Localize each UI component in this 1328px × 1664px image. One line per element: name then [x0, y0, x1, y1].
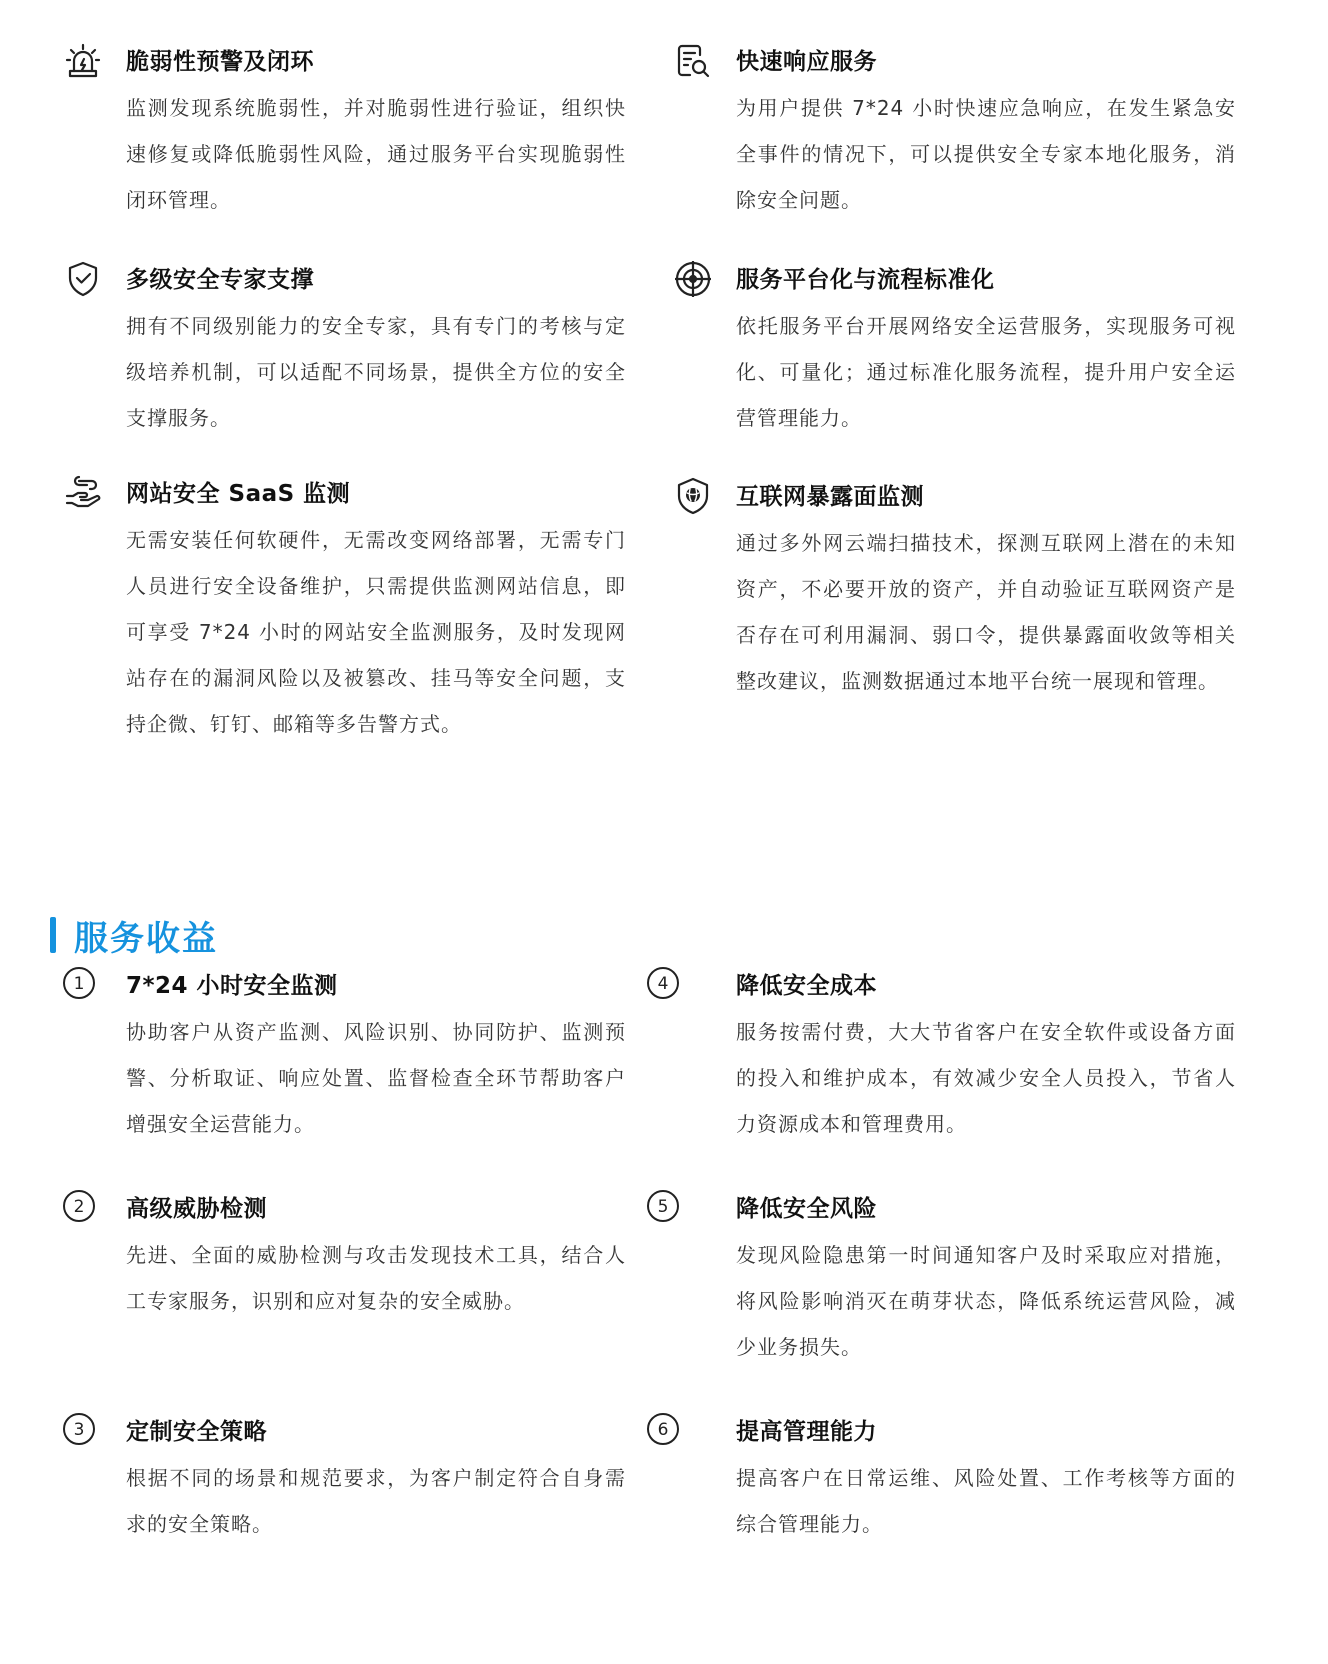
feature-text: 监测发现系统脆弱性，并对脆弱性进行验证，组织快速修复或降低脆弱性风险，通过服务平台实现脆弱性闭环管理。 [126, 96, 626, 212]
benefit-risk [657, 1193, 1236, 1370]
benefit-monitoring [73, 970, 626, 1147]
feature-title: 服务平台化与流程标准化 [736, 267, 995, 293]
benefit-title: 降低安全成本 [736, 973, 877, 999]
number-5-icon [646, 1189, 680, 1223]
section-title-text: 服务收益 [74, 918, 218, 959]
benefit-title: 提高管理能力 [736, 1419, 877, 1445]
benefit-text: 协助客户从资产监测、风险识别、协同防护、监测预警、分析取证、响应处置、监督检查全环节帮助客户增强安全运营能力。 [126, 1020, 626, 1136]
feature-title: 网站安全 SaaS 监测 [126, 481, 351, 507]
benefit-threat [73, 1193, 626, 1324]
feature-title: 互联网暴露面监测 [736, 484, 924, 510]
shield-check-icon [62, 258, 104, 300]
benefit-cost [657, 970, 1236, 1147]
feature-text: 依托服务平台开展网络安全运营服务，实现服务可视化、可量化；通过标准化服务流程，提升用户安全运营管理能力。 [736, 314, 1236, 430]
shield-globe-icon [672, 475, 714, 517]
benefit-text: 先进、全面的威胁检测与攻击发现技术工具，结合人工专家服务，识别和应对复杂的安全威胁。 [126, 1243, 626, 1313]
number-1-icon [62, 966, 96, 1000]
benefit-text: 发现风险隐患第一时间通知客户及时采取应对措施，将风险影响消灭在萌芽状态，降低系统运营风险，减少业务损失。 [736, 1243, 1236, 1359]
benefit-management [657, 1416, 1236, 1547]
feature-exposure [736, 481, 1236, 704]
feature-title: 多级安全专家支撑 [126, 267, 314, 293]
number-label: 6 [657, 1420, 669, 1440]
benefit-title: 定制安全策略 [126, 1419, 267, 1445]
feature-title: 脆弱性预警及闭环 [126, 49, 314, 75]
feature-text: 为用户提供 7*24 小时快速应急响应，在发生紧急安全事件的情况下，可以提供安全专家本地化服务，消除安全问题。 [736, 96, 1236, 212]
feature-text: 拥有不同级别能力的安全专家，具有专门的考核与定级培养机制，可以适配不同场景，提供全方位的安全支撑服务。 [126, 314, 626, 430]
benefit-strategy [73, 1416, 626, 1547]
number-6-icon [646, 1412, 680, 1446]
feature-experts [126, 264, 626, 441]
number-2-icon [62, 1189, 96, 1223]
benefit-title: 高级威胁检测 [126, 1196, 267, 1222]
target-icon [672, 258, 714, 300]
number-4-icon [646, 966, 680, 1000]
number-label: 4 [657, 974, 669, 994]
number-label: 1 [73, 974, 85, 994]
benefit-text: 服务按需付费，大大节省客户在安全软件或设备方面的投入和维护成本，有效减少安全人员投入，节省人力资源成本和管理费用。 [736, 1020, 1236, 1136]
feature-text: 通过多外网云端扫描技术，探测互联网上潜在的未知资产，不必要开放的资产，并自动验证互联网资产是否存在可利用漏洞、弱口令，提供暴露面收敛等相关整改建议，监测数据通过本地平台统一展现和管理。 [736, 531, 1236, 693]
document-search-icon [672, 40, 714, 82]
hand-service-icon [62, 472, 104, 514]
alarm-icon [62, 40, 104, 82]
feature-text: 无需安装任何软硬件，无需改变网络部署，无需专门人员进行安全设备维护，只需提供监测网站信息，即可享受 7*24 小时的网站安全监测服务，及时发现网站存在的漏洞风险以及被篡改、挂马等安全问题，支持企微、钉钉、邮箱等多告警方式。 [126, 528, 626, 736]
benefit-title: 7*24 小时安全监测 [126, 973, 338, 999]
benefit-title: 降低安全风险 [736, 1196, 877, 1222]
number-label: 3 [73, 1420, 85, 1440]
feature-rapid-response [736, 46, 1236, 223]
feature-platform [736, 264, 1236, 441]
feature-title: 快速响应服务 [736, 49, 877, 75]
benefit-text: 提高客户在日常运维、风险处置、工作考核等方面的综合管理能力。 [736, 1466, 1236, 1536]
feature-vulnerability [126, 46, 626, 223]
section-title [50, 915, 218, 959]
number-label: 5 [657, 1197, 669, 1217]
number-label: 2 [73, 1197, 85, 1217]
number-3-icon [62, 1412, 96, 1446]
section-accent-bar [50, 917, 56, 953]
feature-saas [126, 478, 626, 747]
benefit-text: 根据不同的场景和规范要求，为客户制定符合自身需求的安全策略。 [126, 1466, 626, 1536]
